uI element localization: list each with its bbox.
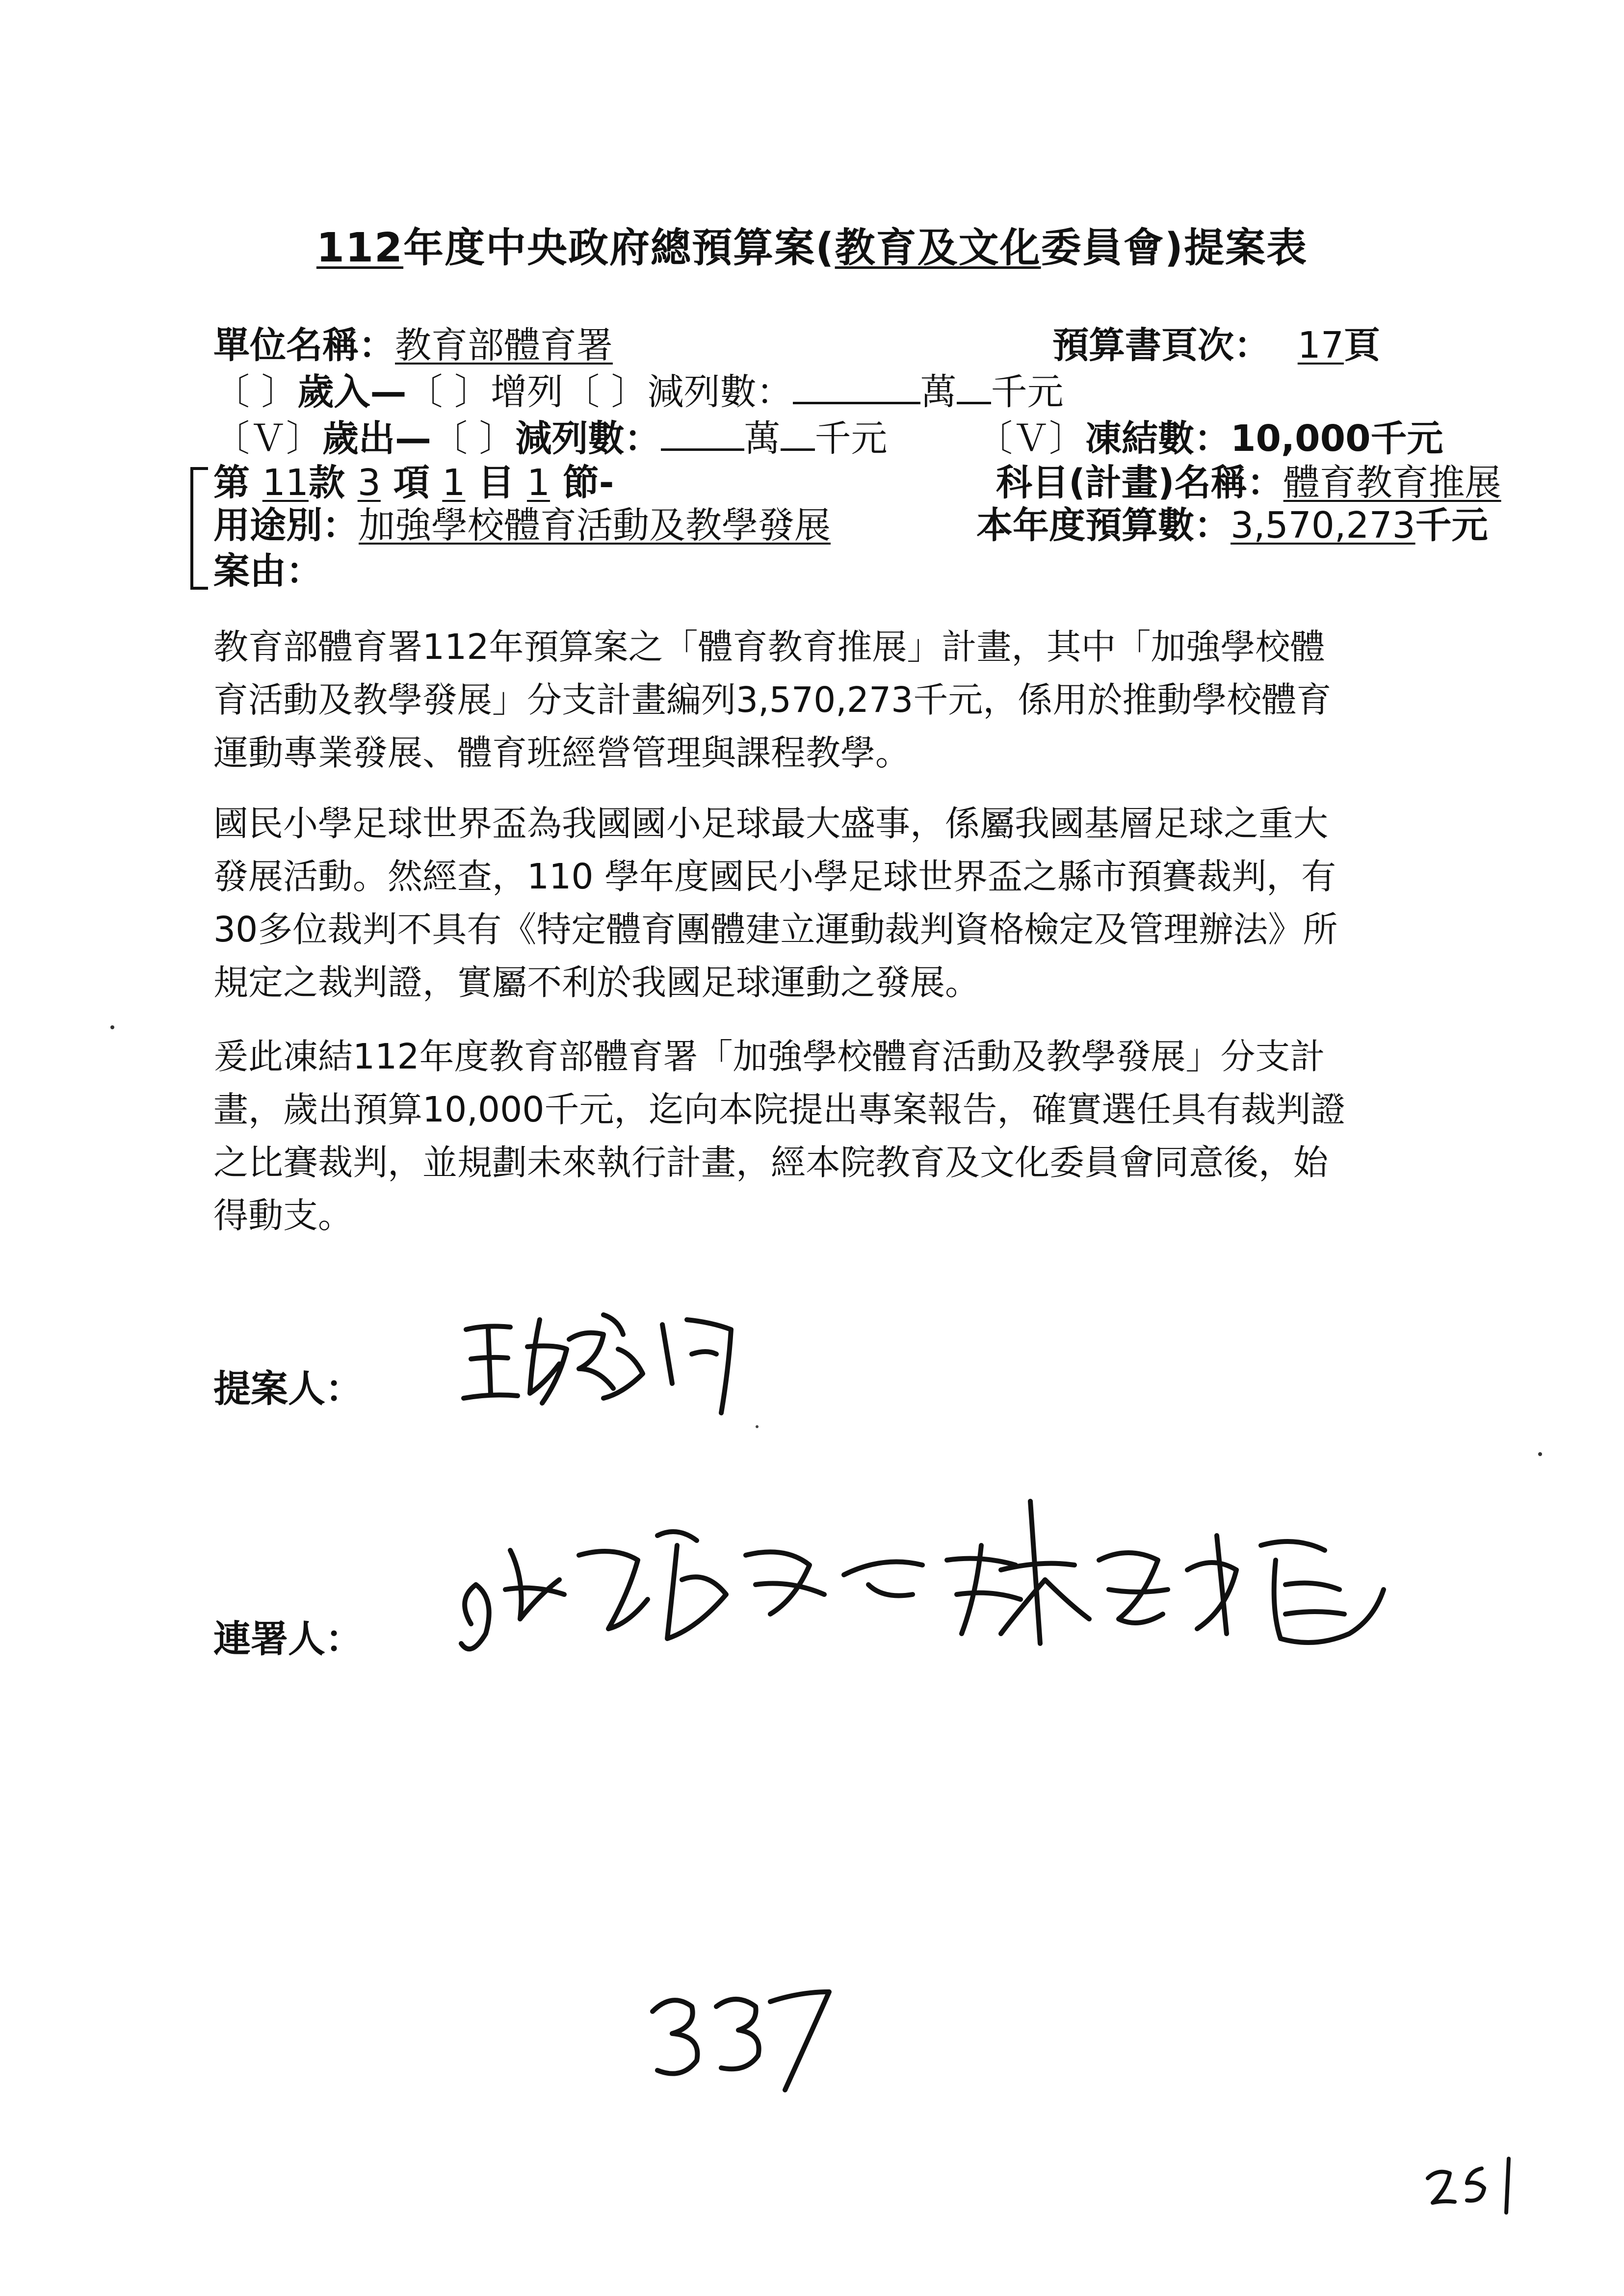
section-di: 第 <box>213 462 250 504</box>
unit-row <box>213 316 613 368</box>
scan-speck <box>756 1425 759 1428</box>
scan-speck <box>1538 1452 1542 1456</box>
body-line: 30多位裁判不具有《特定體育團體建立運動裁判資格檢定及管理辦法》所 <box>213 909 1338 950</box>
budget-page-row <box>1052 316 1380 368</box>
section-jie: 節- <box>562 462 614 504</box>
cosigner-label: 連署人： <box>213 1617 363 1661</box>
body-line: 之比賽裁判，並規劃未來執行計畫，經本院教育及文化委員會同意後，始 <box>213 1142 1329 1183</box>
revenue-qian-blank <box>957 369 991 404</box>
section-xiang: 項 <box>393 462 430 504</box>
corner-number-ink <box>1423 2149 1541 2222</box>
title-part1: 年度中央政府總預算案( <box>403 225 835 271</box>
body-line: 得動支。 <box>213 1195 353 1236</box>
revenue-label: 歲入 <box>297 371 370 413</box>
budget-page-value: 17 <box>1297 324 1344 366</box>
revenue-cut-label: 減列數： <box>647 371 793 413</box>
section-mu: 目 <box>478 462 515 504</box>
body-line: 發展活動。然經查，110 學年度國民小學足球世界盃之縣市預賽裁判，有 <box>213 856 1336 897</box>
section-xiang-number: 3 <box>357 462 381 504</box>
revenue-qian: 千元 <box>991 371 1064 413</box>
body-line: 畫，歲出預算10,000千元，迄向本院提出專案報告，確實選任具有裁判證 <box>213 1089 1346 1130</box>
proposer-label: 提案人： <box>213 1367 363 1410</box>
expense-cut-label: 減列數： <box>515 417 661 460</box>
freeze-checkbox: 〔Ｖ〕 <box>976 417 1085 460</box>
section-bracket <box>190 467 208 590</box>
title-committee: 教育及文化 <box>835 225 1041 271</box>
body-line: 教育部體育署112年預算案之「體育教育推展」計畫，其中「加強學校體 <box>213 626 1325 667</box>
title-year: 112 <box>316 225 404 271</box>
page-number-ink <box>643 1972 849 2095</box>
annual-budget-value: 3,570,273 <box>1231 504 1415 547</box>
scan-speck <box>110 1025 114 1029</box>
section-kuan: 款 <box>308 462 345 504</box>
section-jie-number: 1 <box>526 462 550 504</box>
unit-value: 教育部體育署 <box>395 324 613 366</box>
usage-value: 加強學校體育活動及教學發展 <box>359 504 831 547</box>
section-kuan-number: 11 <box>262 462 309 504</box>
body-paragraph-3 <box>213 1030 1440 1242</box>
revenue-cut-checkbox: 〔 〕 <box>563 371 648 413</box>
body-paragraph-1 <box>213 621 1440 780</box>
expense-checkbox: 〔Ｖ〕 <box>213 417 322 460</box>
expense-label: 歲出 <box>322 417 395 460</box>
revenue-dash: — <box>370 371 407 413</box>
revenue-row <box>213 363 1064 415</box>
subject-label: 科目(計畫)名稱： <box>996 462 1283 504</box>
revenue-checkbox: 〔 〕 <box>213 371 298 413</box>
budget-page-label: 預算書頁次： <box>1052 324 1270 366</box>
annual-budget-unit: 千元 <box>1415 504 1488 547</box>
expense-qian-blank <box>781 416 815 451</box>
body-line: 規定之裁判證，實屬不利於我國足球運動之發展。 <box>213 962 980 1003</box>
budget-page-suffix: 頁 <box>1343 324 1380 366</box>
document-title <box>0 216 1624 273</box>
freeze-value: 10,000千元 <box>1231 417 1443 460</box>
revenue-add-label: 增列 <box>491 371 564 413</box>
body-line: 國民小學足球世界盃為我國國小足球最大盛事，係屬我國基層足球之重大 <box>213 803 1329 844</box>
annual-budget-label: 本年度預算數： <box>976 504 1231 547</box>
title-part2: 委員會)提案表 <box>1041 225 1308 271</box>
subject-value: 體育教育推展 <box>1283 462 1501 504</box>
body-line: 運動專業發展、體育班經營管理與課程教學。 <box>213 732 911 773</box>
body-line: 爰此凍結112年度教育部體育署「加強學校體育活動及教學發展」分支計 <box>213 1036 1325 1077</box>
section-mu-number: 1 <box>442 462 466 504</box>
reason-label: 案由： <box>213 550 322 592</box>
body-line: 育活動及教學發展」分支計畫編列3,570,273千元，係用於推動學校體育 <box>213 679 1332 720</box>
expense-wan: 萬 <box>744 417 781 460</box>
freeze-label: 凍結數： <box>1085 417 1231 460</box>
usage-row <box>213 496 831 548</box>
expense-qian: 千元 <box>814 417 888 460</box>
usage-label: 用途別： <box>213 504 359 547</box>
revenue-wan-blank <box>793 369 920 404</box>
proposer-signature-ink <box>456 1300 760 1418</box>
revenue-wan: 萬 <box>920 371 957 413</box>
expense-cut-checkbox: 〔 〕 <box>431 417 516 460</box>
revenue-add-checkbox: 〔 〕 <box>406 371 491 413</box>
expense-dash: — <box>395 417 431 460</box>
expense-wan-blank <box>661 416 744 451</box>
body-paragraph-2 <box>213 797 1440 1009</box>
cosigner-signature-ink <box>451 1472 1408 1678</box>
unit-label: 單位名稱： <box>213 324 395 366</box>
annual-budget-row <box>976 496 1488 548</box>
